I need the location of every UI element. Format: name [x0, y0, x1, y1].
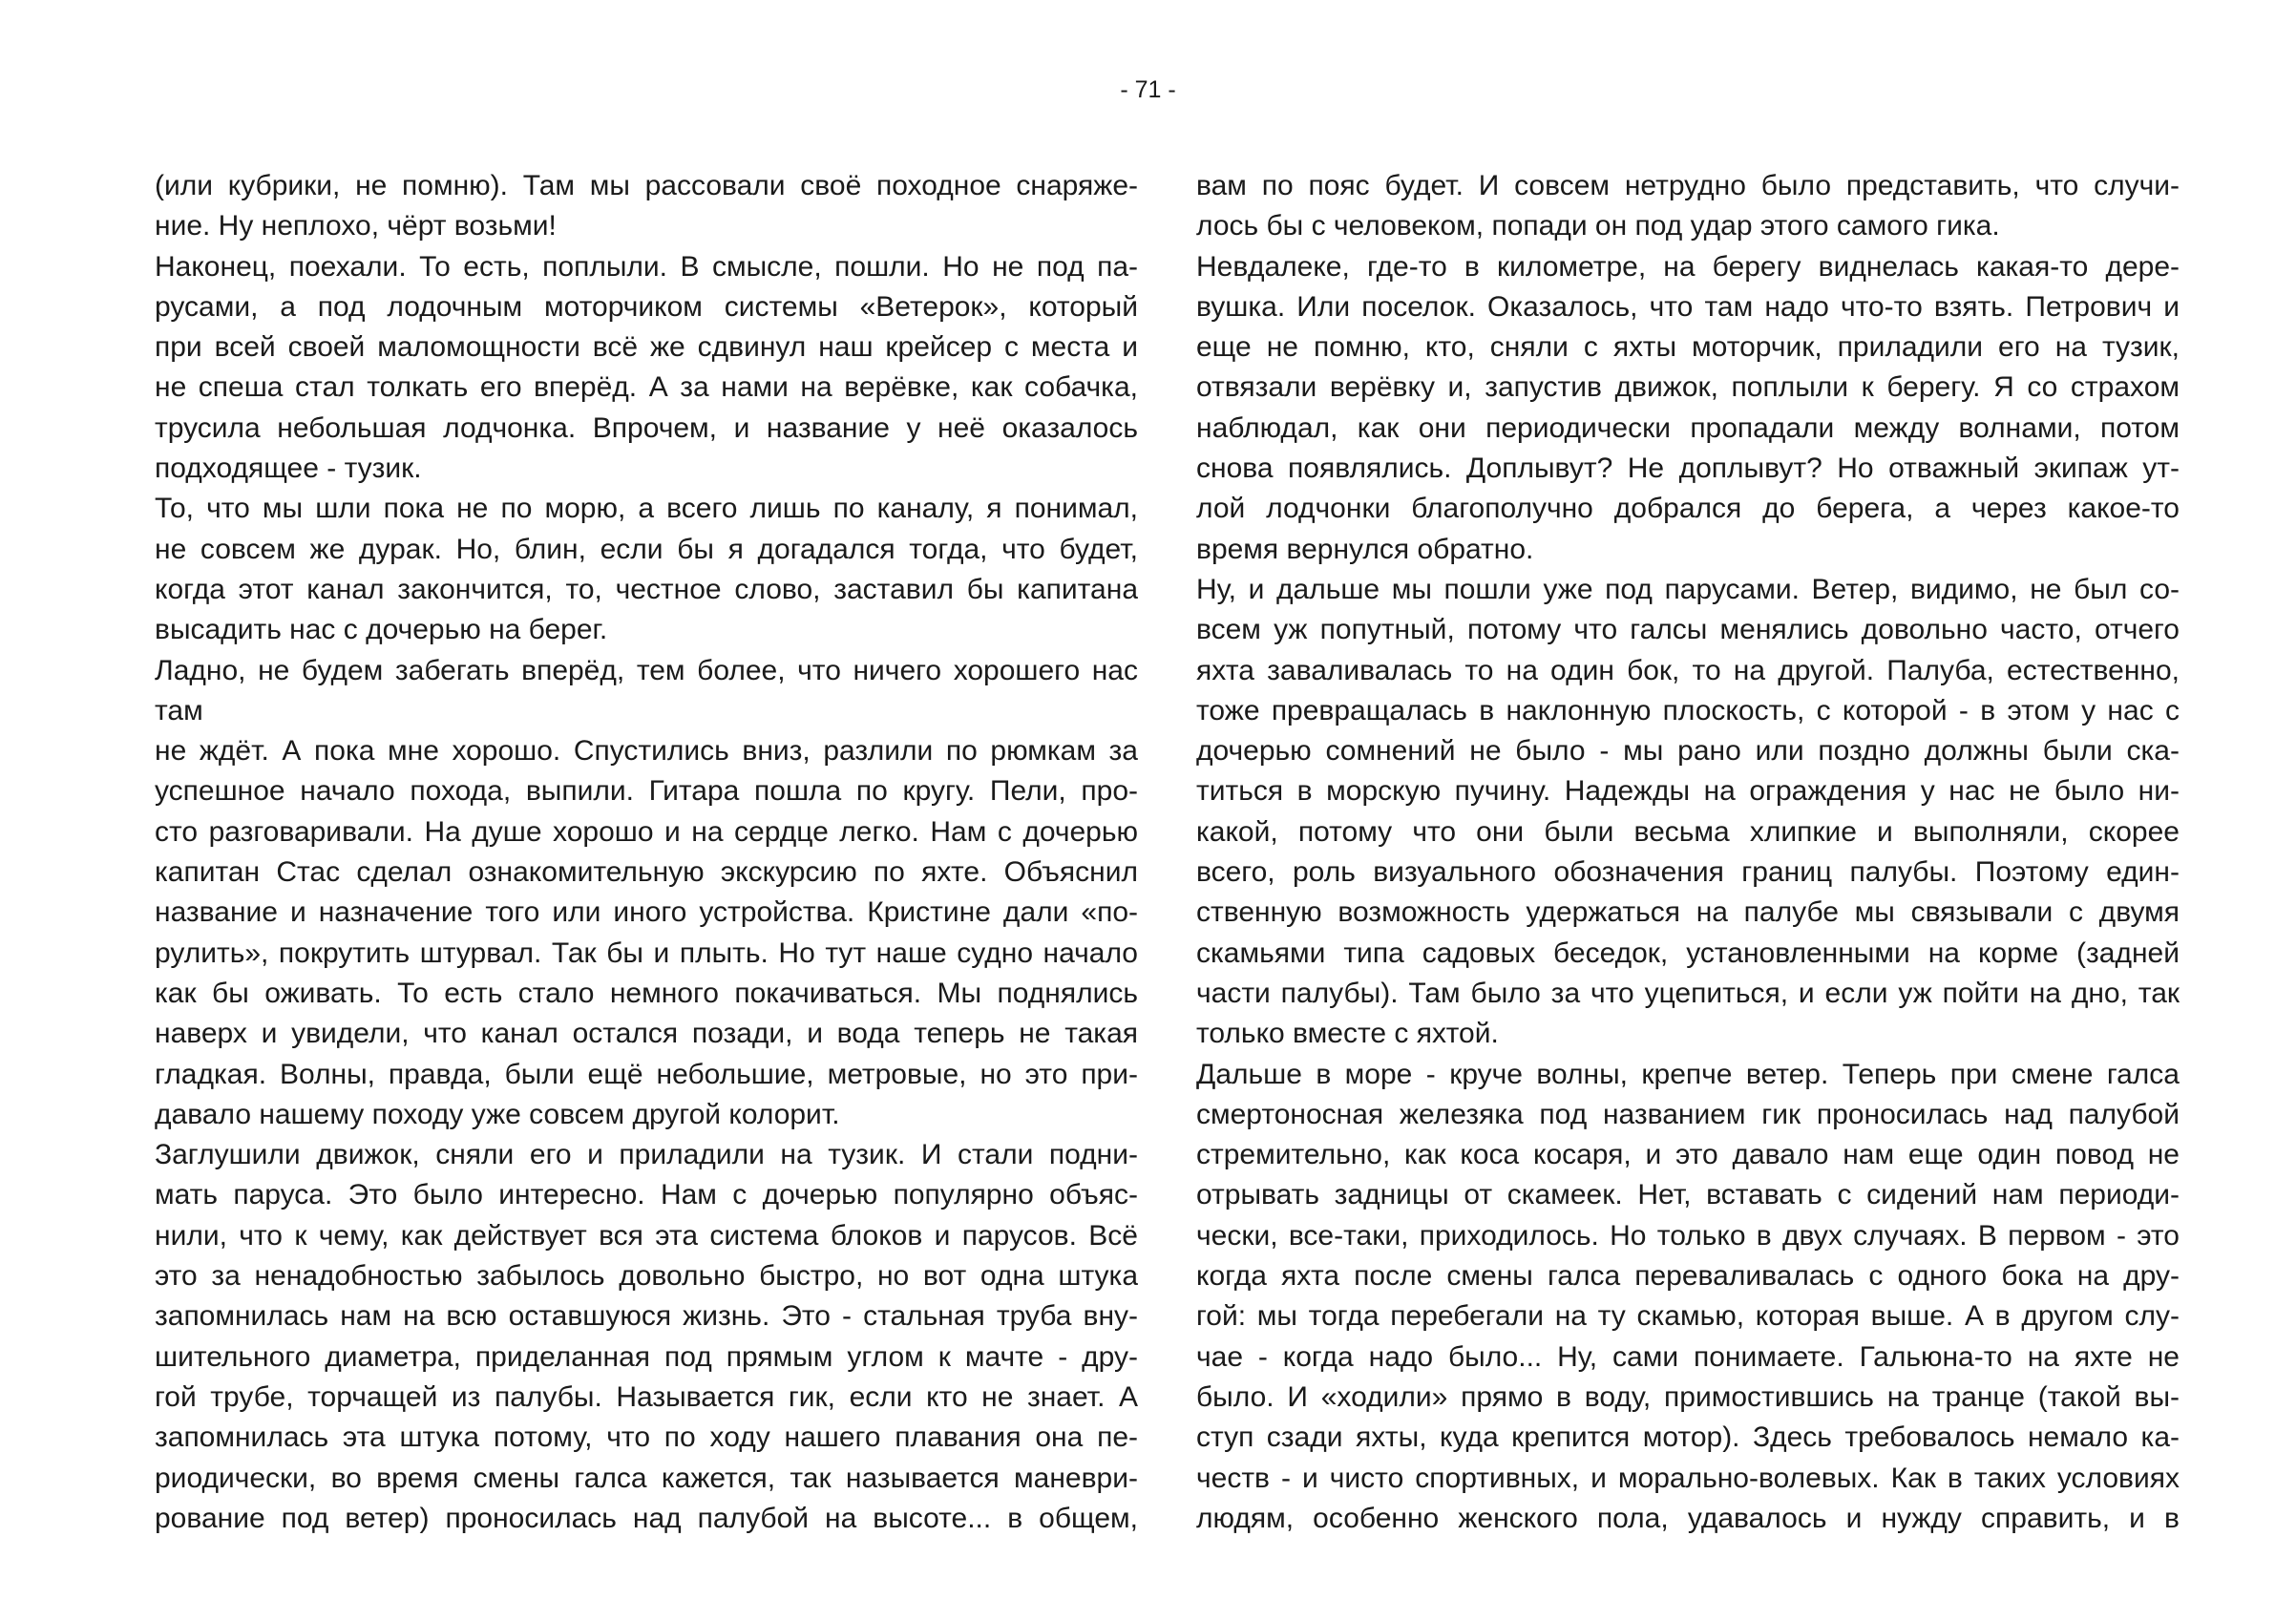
text-line: снова появлялись. Доплывут? Не доплывут? Но отважный экипаж ут-	[1196, 453, 2180, 485]
text-line: запомнилась эта штука потому, что по ходу нашего плавания она пе-	[155, 1421, 1138, 1454]
text-line: рулить», покрутить штурвал. Так бы и плыть. Но тут наше судно начало	[155, 937, 1138, 969]
text-line: мать паруса. Это было интересно. Нам с дочерью популярно объяс-	[155, 1179, 1138, 1211]
text-line: Ну, и дальше мы пошли уже под парусами. Ветер, видимо, не был со-	[1196, 573, 2180, 605]
text-line: какой, потому что они были весьма хлипкие и выполняли, скорее	[1196, 815, 2180, 848]
text-line: гой: мы тогда перебегали на ту скамью, которая выше. А в другом слу-	[1196, 1300, 2180, 1333]
text-line: части палубы). Там было за что уцепиться, и если уж пойти на дно, так	[1196, 977, 2180, 1009]
text-line: яхта заваливалась то на один бок, то на другой. Палуба, естественно,	[1196, 654, 2180, 686]
text-line: наблюдал, как они периодически пропадали между волнами, потом	[1196, 411, 2180, 444]
text-line: вам по пояс будет. И совсем нетрудно было представить, что случи-	[1196, 170, 2180, 201]
text-line: риодически, во время смены галса кажется, так называется маневри-	[155, 1462, 1138, 1494]
text-line: ступ сзади яхты, куда крепится мотор). Здесь требовалось немало ка-	[1196, 1421, 2180, 1454]
text-line: гладкая. Волны, правда, были ещё небольшие, метровые, но это при-	[155, 1058, 1138, 1090]
text-line: ственную возможность удержаться на палубе мы связывали с двумя	[1196, 896, 2180, 929]
text-line: только вместе с яхтой.	[1196, 1018, 1499, 1050]
text-line: сто разговаривали. На душе хорошо и на сердце легко. Нам с дочерью	[155, 815, 1138, 848]
text-line: название и назначение того или иного устройства. Кристине дали «по-	[155, 896, 1138, 929]
right-text-column	[1196, 166, 2180, 1539]
text-line: запомнилась нам на всю оставшуюся жизнь. Это - стальная труба вну-	[155, 1300, 1138, 1333]
text-line: лой лодчонки благополучно добрался до берега, а через какое-то	[1196, 493, 2180, 525]
text-line: ние. Ну неплохо, чёрт возьми!	[155, 210, 557, 242]
text-line: скамьями типа садовых беседок, установленными на корме (задней	[1196, 937, 2180, 969]
text-line: высадить нас с дочерью на берег.	[155, 614, 608, 646]
text-line: всего, роль визуального обозначения границ палубы. Поэтому един-	[1196, 856, 2180, 889]
text-line: не совсем же дурак. Но, блин, если бы я догадался тогда, что будет,	[155, 533, 1138, 565]
text-line: вушка. Или поселок. Оказалось, что там надо что-то взять. Петрович и	[1196, 290, 2180, 323]
text-line: давало нашему походу уже совсем другой колорит.	[155, 1098, 840, 1130]
text-line: людям, особенно женского пола, удавалось и нужду справить, и в	[1196, 1502, 2180, 1534]
text-line: То, что мы шли пока не по морю, а всего лишь по каналу, я понимал,	[155, 493, 1138, 525]
text-line: когда яхта после смены галса переваливалась с одного бока на дру-	[1196, 1260, 2180, 1293]
text-line: капитан Стас сделал ознакомительную экскурсию по яхте. Объяснил	[155, 856, 1138, 889]
text-line: смертоносная железяка под названием гик проносилась над палубой	[1196, 1098, 2180, 1130]
text-line: Ладно, не будем забегать вперёд, тем более, что ничего хорошего нас	[155, 654, 1138, 686]
text-line: тоже превращалась в наклонную плоскость, с которой - в этом у нас с	[1196, 694, 2180, 726]
text-line: не ждёт. А пока мне хорошо. Спустились вниз, разлили по рюмкам за	[155, 735, 1138, 768]
text-line: трусила небольшая лодчонка. Впрочем, и название у неё оказалось	[155, 411, 1138, 444]
text-line: всем уж попутный, потому что галсы менялись довольно часто, отчего	[1196, 614, 2180, 646]
text-line: чае - когда надо было... Ну, сами понимаете. Гальюна-то на яхте не	[1196, 1340, 2180, 1373]
text-line: стремительно, как коса косаря, и это давало нам еще один повод не	[1196, 1139, 2180, 1171]
text-line: подходящее - тузик.	[155, 453, 422, 485]
text-line: чески, все-таки, приходилось. Но только в двух случаях. В первом - это	[1196, 1219, 2180, 1252]
text-line: Наконец, поехали. То есть, поплыли. В смысле, пошли. Но не под па-	[155, 250, 1138, 283]
text-line: рование под ветер) проносилась над палубой на высоте... в общем,	[155, 1502, 1138, 1534]
text-line: Невдалеке, где-то в километре, на берегу виднелась какая-то дере-	[1196, 250, 2180, 283]
text-line: нили, что к чему, как действует вся эта система блоков и парусов. Всё	[155, 1219, 1138, 1252]
text-line: при всей своей маломощности всё же сдвинул наш крейсер с места и	[155, 331, 1138, 364]
left-text-column	[155, 166, 1138, 1539]
text-line: шительного диаметра, приделанная под прямым углом к мачте - дру-	[155, 1340, 1138, 1373]
text-line: еще не помню, кто, сняли с яхты моторчик, приладили его на тузик,	[1196, 331, 2180, 364]
text-line: там	[155, 694, 203, 726]
text-line: время вернулся обратно.	[1196, 533, 1534, 565]
text-line: было. И «ходили» прямо в воду, примостившись на транце (такой вы-	[1196, 1380, 2180, 1413]
text-line: как бы оживать. То есть стало немного покачиваться. Мы поднялись	[155, 977, 1138, 1009]
text-line: когда этот канал закончится, то, честное слово, заставил бы капитана	[155, 573, 1138, 605]
text-line: гой трубе, торчащей из палубы. Называется гик, если кто не знает. А	[155, 1380, 1138, 1413]
text-line: честв - и чисто спортивных, и морально-волевых. Как в таких условиях	[1196, 1462, 2180, 1494]
page-number: - 71 -	[1120, 76, 1176, 103]
text-line: (или кубрики, не помню). Там мы рассовали своё походное снаряже-	[155, 170, 1138, 201]
text-line: успешное начало похода, выпили. Гитара пошла по кругу. Пели, про-	[155, 775, 1138, 808]
text-line: Заглушили движок, сняли его и приладили на тузик. И стали подни-	[155, 1139, 1138, 1171]
text-line: наверх и увидели, что канал остался позади, и вода теперь не такая	[155, 1018, 1138, 1050]
text-line: отрывать задницы от скамеек. Нет, вставать с сидений нам периоди-	[1196, 1179, 2180, 1211]
text-line: дочерью сомнений не было - мы рано или поздно должны были ска-	[1196, 735, 2180, 768]
text-line: это за ненадобностью забылось довольно быстро, но вот одна штука	[155, 1260, 1138, 1293]
text-line: отвязали верёвку и, запустив движок, поплыли к берегу. Я со страхом	[1196, 371, 2180, 404]
text-line: лось бы с человеком, попади он под удар этого самого гика.	[1196, 210, 2000, 242]
text-line: титься в морскую пучину. Надежды на ограждения у нас не было ни-	[1196, 775, 2180, 808]
text-line: русами, а под лодочным моторчиком системы «Ветерок», который	[155, 290, 1138, 323]
text-line: не спеша стал толкать его вперёд. А за нами на верёвке, как собачка,	[155, 371, 1138, 404]
text-line: Дальше в море - круче волны, крепче ветер. Теперь при смене галса	[1196, 1058, 2180, 1090]
